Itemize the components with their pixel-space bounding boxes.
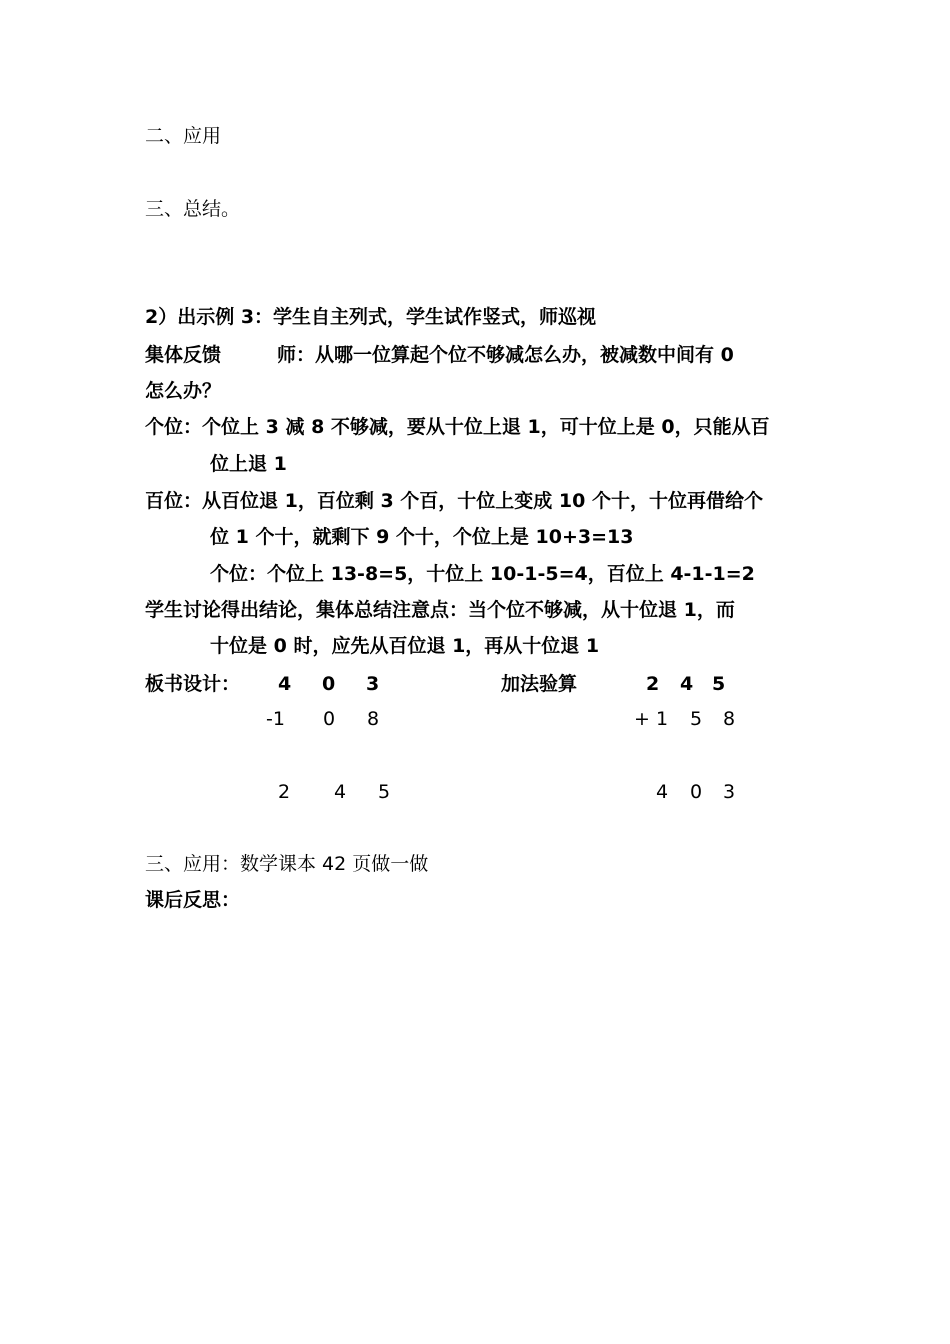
addend-digit: + 1 <box>634 708 669 730</box>
sum-digit: 0 <box>690 781 703 803</box>
sum-digit: 3 <box>723 781 736 803</box>
addend-digit: 4 <box>680 673 694 695</box>
board-design-label: 板书设计： <box>145 673 241 695</box>
addend-digit: 2 <box>646 673 660 695</box>
minuend-digit: 4 <box>278 673 292 695</box>
section-two-heading: 二、应用 <box>145 125 222 147</box>
feedback-continuation: 怎么办？ <box>145 380 222 402</box>
addend-digit: 5 <box>690 708 703 730</box>
subtrahend-digit: -1 <box>266 708 285 730</box>
minuend-digit: 0 <box>322 673 336 695</box>
difference-digit: 2 <box>278 781 291 803</box>
addend-digit: 5 <box>712 673 726 695</box>
hundreds-place-line: 百位：从百位退 1，百位剩 3 个百，十位上变成 10 个十，十位再借给个 <box>145 490 763 512</box>
minuend-digit: 3 <box>366 673 380 695</box>
application-line: 三、应用：数学课本 42 页做一做 <box>145 853 429 875</box>
feedback-label: 集体反馈 <box>145 344 222 366</box>
section-three-heading: 三、总结。 <box>145 198 241 220</box>
addend-digit: 8 <box>723 708 736 730</box>
example-line: 2）出示例 3：学生自主列式，学生试作竖式，师巡视 <box>145 306 597 328</box>
feedback-text: 师：从哪一位算起个位不够减怎么办，被减数中间有 0 <box>277 344 734 366</box>
subtrahend-digit: 0 <box>323 708 336 730</box>
sum-digit: 4 <box>656 781 669 803</box>
reflection-label: 课后反思： <box>145 889 241 911</box>
ones-place-line: 个位：个位上 3 减 8 不够减，要从十位上退 1，可十位上是 0，只能从百 <box>145 416 770 438</box>
difference-digit: 4 <box>334 781 347 803</box>
discussion-line: 学生讨论得出结论，集体总结注意点：当个位不够减，从十位退 1，而 <box>145 599 735 621</box>
difference-digit: 5 <box>378 781 391 803</box>
calculation-line: 个位：个位上 13-8=5，十位上 10-1-5=4，百位上 4-1-1=2 <box>210 563 755 585</box>
addition-check-label: 加法验算 <box>501 673 578 695</box>
ones-place-line-cont: 位上退 1 <box>210 453 287 475</box>
subtrahend-digit: 8 <box>367 708 380 730</box>
discussion-line-cont: 十位是 0 时，应先从百位退 1，再从十位退 1 <box>210 635 600 657</box>
hundreds-place-line-cont: 位 1 个十，就剩下 9 个十，个位上是 10+3=13 <box>210 526 634 548</box>
